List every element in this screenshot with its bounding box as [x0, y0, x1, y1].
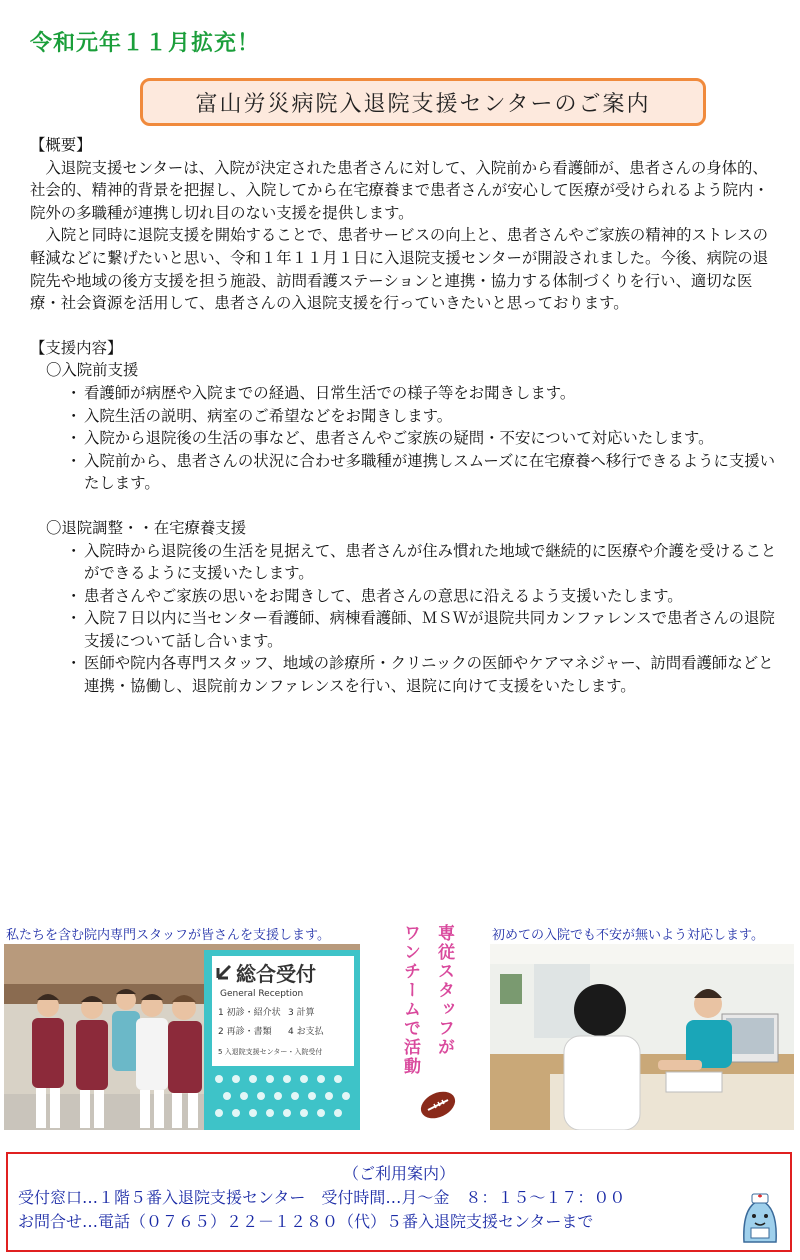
sign-title: 総合受付	[236, 962, 316, 986]
list-item: ・ 入院時から退院後の生活を見据えて、患者さんが住み慣れた地域で継続的に医療や介護を受けることができるように支援いたします。	[70, 540, 778, 585]
rugby-ball-icon	[418, 1088, 458, 1122]
sign-item-1: 1 初診・紹介状	[218, 1008, 281, 1018]
main-text	[30, 134, 778, 698]
pre-admission-list	[30, 382, 778, 495]
sign-subtitle: General Reception	[220, 989, 304, 999]
list-item: ・ 患者さんやご家族の思いをお聞きして、患者さんの意思に沿えるよう支援いたします。	[70, 585, 778, 608]
sign-item-3: 3 計算	[288, 1008, 315, 1018]
list-item: ・ 看護師が病歴や入院までの経過、日常生活での様子等をお聞きします。	[70, 382, 778, 405]
page-title: 富山労災病院入退院支援センターのご案内	[195, 91, 651, 117]
overview-heading: 【概要】	[30, 136, 92, 154]
section-title-discharge: 〇退院調整・・在宅療養支援	[46, 518, 247, 537]
section-title-pre-admission: 〇入院前支援	[46, 361, 139, 380]
list-item: ・ 入院７日以内に当センター看護師、病棟看護師、ＭＳＷが退院共同カンファレンスで患者さんの退院支援について話し合います。	[70, 607, 778, 652]
info-line-reception: 受付窓口…１階５番入退院支援センター 受付時間…月～金 ８：１５～１７：００	[18, 1188, 626, 1207]
info-heading: （ご利用案内）	[342, 1164, 455, 1183]
sign-item-2: 2 再診・書類	[218, 1027, 272, 1037]
list-item: ・ 医師や院内各専門スタッフ、地域の診療所・クリニックの医師やケアマネジャー、訪問看護師などと連携・協働し、退院前カンファレンスを行い、退院に向けて支援をいたします。	[70, 652, 778, 697]
right-photo-caption: 初めての入院でも不安が無いよう対応します。	[492, 928, 764, 943]
overview-paragraph-2: 入院と同時に退院支援を開始することで、患者サービスの向上と、患者さんやご家族の精神的ストレスの軽減などに繋げたいと思い、令和１年１１月１日に入退院支援センターが開設されました。今後、病院の退院先や地域の後方支援を担う施設、訪問看護ステーションと連携・協力する体制づくりを行い、適切な医療・社会資源を活用して、患者さんの入退院支援を行っていきたいと思っております。	[30, 226, 769, 313]
left-photo-caption: 私たちを含む院内専門スタッフが皆さんを支援します。	[6, 928, 330, 943]
headline: 令和元年１１月拡充！	[30, 31, 261, 56]
staff-photo	[4, 944, 360, 1130]
support-heading: 【支援内容】	[30, 338, 123, 357]
sign-item-5: 5 入退院支援センター・入院受付	[218, 1048, 323, 1056]
sign-item-4: 4 お支払	[288, 1027, 324, 1037]
list-item: ・ 入院から退院後の生活の事など、患者さんやご家族の疑問・不安について対応いたします。	[70, 427, 778, 450]
list-item: ・ 入院生活の説明、病室のご希望などをお聞きします。	[70, 405, 778, 428]
vertical-text-1: 専従スタッフが	[434, 924, 454, 1057]
consultation-photo	[490, 944, 794, 1130]
title-banner	[140, 78, 706, 126]
discharge-list	[30, 540, 778, 698]
overview-paragraph-1: 入退院支援センターは、入院が決定された患者さんに対して、入院前から看護師が、患者さんの身体的、社会的、精神的背景を把握し、入院してから在宅療養まで患者さんが安心して医療が受けられるよう院内・院外の多職種が連携し切れ目のない支援を提供します。	[30, 158, 769, 222]
vertical-text-2: ワンチームで活動	[400, 924, 420, 1076]
list-item: ・ 入院前から、患者さんの状況に合わせ多職種が連携しスムーズに在宅療養へ移行できるように支援いたします。	[70, 450, 778, 495]
mascot-icon	[738, 1192, 782, 1244]
info-line-contact: お問合せ…電話（０７６５）２２－１２８０（代）５番入退院支援センターまで	[18, 1212, 594, 1231]
usage-info-box	[6, 1152, 792, 1252]
